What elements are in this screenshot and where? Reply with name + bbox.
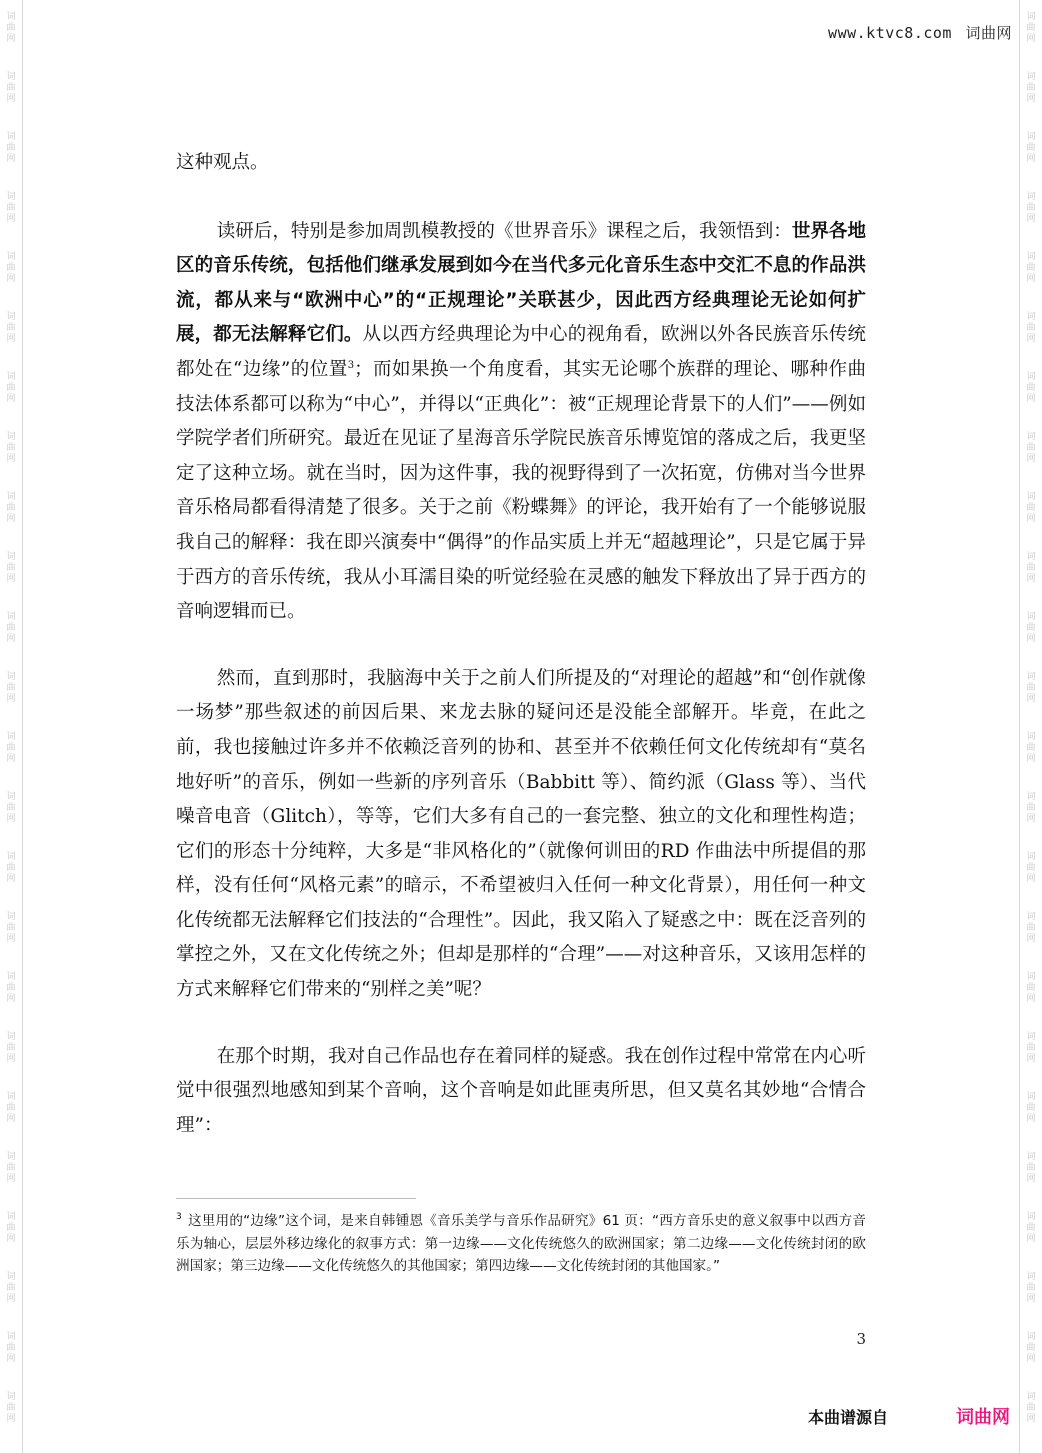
paragraph-2-mid: 从以西方经典理论为中心的视角看，欧洲以外各民族音乐传统都处在“边缘”的位置 xyxy=(176,324,866,380)
paragraph-4: 在那个时期，我对自己作品也存在着同样的疑惑。我在创作过程中常常在内心听觉中很强烈地感知到某个音响，这个音响是如此匪夷所思，但又莫名其妙地“合情合理”： xyxy=(176,1045,866,1136)
watermark-mark: 词 曲 网 xyxy=(6,732,16,764)
left-watermark-strip xyxy=(0,0,23,1453)
watermark-mark: 词 曲 网 xyxy=(1026,1092,1036,1124)
watermark-mark: 词 曲 网 xyxy=(6,1332,16,1364)
footnote-divider xyxy=(176,1198,416,1199)
watermark-mark: 词 曲 网 xyxy=(6,852,16,884)
watermark-mark: 词 曲 网 xyxy=(1026,1272,1036,1304)
watermark-mark: 词 曲 网 xyxy=(1026,372,1036,404)
watermark-mark: 词 曲 网 xyxy=(6,672,16,704)
site-url: www.ktvc8.com xyxy=(828,24,952,42)
article-body xyxy=(176,146,866,1143)
source-label: 本曲谱源自 xyxy=(808,1408,889,1427)
watermark-mark: 词 曲 网 xyxy=(1026,492,1036,524)
paragraph-2 xyxy=(176,215,866,630)
watermark-mark: 词 曲 网 xyxy=(6,372,16,404)
watermark-mark: 词 曲 网 xyxy=(1026,732,1036,764)
watermark-mark: 词 曲 网 xyxy=(1026,1212,1036,1244)
watermark-mark: 词 曲 网 xyxy=(6,132,16,164)
watermark-mark: 词 曲 网 xyxy=(1026,72,1036,104)
site-header xyxy=(828,22,1012,43)
watermark-mark: 词 曲 网 xyxy=(1026,132,1036,164)
source-brand[interactable]: 词曲网 xyxy=(956,1407,1010,1428)
right-watermark-strip xyxy=(1019,0,1042,1453)
watermark-mark: 词 曲 网 xyxy=(6,552,16,584)
footnote-ref[interactable]: 3 xyxy=(347,359,355,371)
watermark-mark: 词 曲 网 xyxy=(1026,432,1036,464)
footnote-number: 3 xyxy=(176,1212,182,1223)
watermark-mark: 词 曲 网 xyxy=(6,192,16,224)
footnote xyxy=(176,1210,866,1278)
watermark-mark: 词 曲 网 xyxy=(1026,12,1036,44)
watermark-mark: 词 曲 网 xyxy=(1026,192,1036,224)
watermark-mark: 词 曲 网 xyxy=(1026,852,1036,884)
paragraph-1: 这种观点。 xyxy=(176,152,269,173)
watermark-mark: 词 曲 网 xyxy=(1026,1152,1036,1184)
watermark-mark: 词 曲 网 xyxy=(1026,1332,1036,1364)
watermark-mark: 词 曲 网 xyxy=(1026,792,1036,824)
watermark-mark: 词 曲 网 xyxy=(6,72,16,104)
watermark-mark: 词 曲 网 xyxy=(1026,612,1036,644)
watermark-mark: 词 曲 网 xyxy=(6,252,16,284)
watermark-mark: 词 曲 网 xyxy=(6,312,16,344)
site-name: 词曲网 xyxy=(965,24,1012,42)
watermark-mark: 词 曲 网 xyxy=(1026,912,1036,944)
watermark-mark: 词 曲 网 xyxy=(1026,252,1036,284)
watermark-mark: 词 曲 网 xyxy=(1026,312,1036,344)
watermark-mark: 词 曲 网 xyxy=(1026,672,1036,704)
watermark-mark: 词 曲 网 xyxy=(6,1092,16,1124)
paragraph-2-end: ；而如果换一个角度看，其实无论哪个族群的理论、哪种作曲技法体系都可以称为“中心”，并得以“正典化”：被“正规理论背景下的人们”——例如学院学者们所研究。最近在见证了星海音乐学院民族音乐博览馆的落成之后，我更坚定了这种立场。就在当时，因为这件事，我的视野得到了一次拓宽，仿佛对当今世界音乐格局都看得清楚了很多。关于之前《粉蝶舞》的评论，我开始有了一个能够说服我自己的解释：我在即兴演奏中“偶得”的作品实质上并无“超越理论”，只是它属于异于西方的音乐传统，我从小耳濡目染的听觉经验在灵感的触发下释放出了异于西方的音响逻辑而已。 xyxy=(176,358,866,623)
paragraph-2-start: 读研后，特别是参加周凯模教授的《世界音乐》课程之后，我领悟到： xyxy=(216,220,792,242)
watermark-mark: 词 曲 网 xyxy=(1026,552,1036,584)
watermark-mark: 词 曲 网 xyxy=(6,492,16,524)
paragraph-3: 然而，直到那时，我脑海中关于之前人们所提及的“对理论的超越”和“创作就像一场梦”那些叙述的前因后果、来龙去脉的疑问还是没能全部解开。毕竟，在此之前，我也接触过许多并不依赖泛音列的协和、甚至并不依赖任何文化传统却有“莫名地好听”的音乐，例如一些新的序列音乐（Babbitt 等）、简约派（Glass 等）、当代噪音电音（Glitch），等等，它们大多有自己的一套完整、独立的文化和理性构造；它们的形态十分纯粹，大多是“非风格化的”（就像何训田的RD 作曲法中所提倡的那样，没有任何“风格元素”的暗示，不希望被归入任何一种文化背景），用任何一种文化传统都无法解释它们技法的“合理性”。因此，我又陷入了疑惑之中：既在泛音列的掌控之外，又在文化传统之外；但却是那样的“合理”——对这种音乐，又该用怎样的方式来解释它们带来的“别样之美”呢？ xyxy=(176,667,866,1001)
watermark-mark: 词 曲 网 xyxy=(6,792,16,824)
watermark-mark: 词 曲 网 xyxy=(6,912,16,944)
watermark-mark: 词 曲 网 xyxy=(6,612,16,644)
watermark-mark: 词 曲 网 xyxy=(6,972,16,1004)
page-number: 3 xyxy=(856,1330,866,1348)
watermark-mark: 词 曲 网 xyxy=(6,1212,16,1244)
watermark-mark: 词 曲 网 xyxy=(1026,972,1036,1004)
watermark-mark: 词 曲 网 xyxy=(6,12,16,44)
watermark-mark: 词 曲 网 xyxy=(1026,1392,1036,1424)
watermark-mark: 词 曲 网 xyxy=(1026,1032,1036,1064)
watermark-mark: 词 曲 网 xyxy=(6,1032,16,1064)
watermark-mark: 词 曲 网 xyxy=(6,432,16,464)
watermark-mark: 词 曲 网 xyxy=(6,1152,16,1184)
watermark-mark: 词 曲 网 xyxy=(6,1392,16,1424)
watermark-mark: 词 曲 网 xyxy=(6,1272,16,1304)
paragraph-2-bold: 世界各地区的音乐传统，包括他们继承发展到如今在当代多元化音乐生态中交汇不息的作品洪流，都从来与“欧洲中心”的“正规理论”关联甚少，因此西方经典理论无论如何扩展，都无法解释它们。 xyxy=(176,220,866,346)
footnote-text: 这里用的“边缘”这个词，是来自韩锺恩《音乐美学与音乐作品研究》61 页：“西方音乐史的意义叙事中以西方音乐为轴心，层层外移边缘化的叙事方式：第一边缘——文化传统悠久的欧洲国家；第二边缘——文化传统封闭的欧洲国家；第三边缘——文化传统悠久的其他国家；第四边缘——文化传统封闭的其他国家。” xyxy=(176,1213,866,1274)
